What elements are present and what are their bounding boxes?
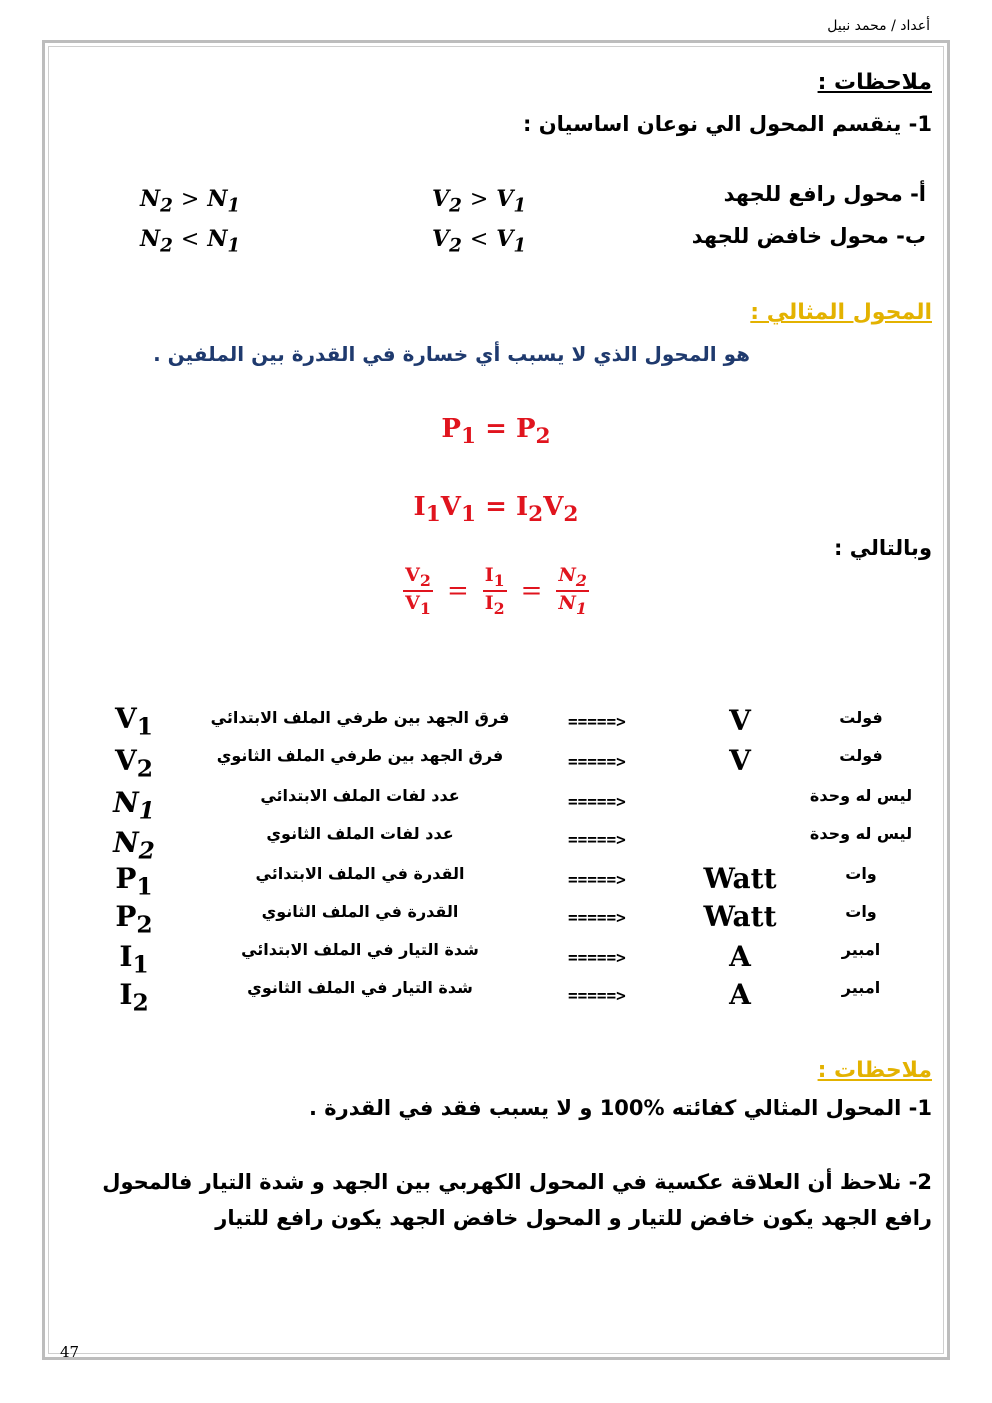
- step-down-voltage-relation: $V_2 < V_1$: [432, 226, 527, 257]
- current-voltage-equation: $I_1V_1 = I_2V_2$: [413, 492, 579, 528]
- table-row-unit-name: امبير: [841, 978, 881, 997]
- table-row-symbol: $N_2$: [113, 826, 155, 865]
- table-row-arrow: =====>: [568, 870, 626, 889]
- table-row-description: شدة التيار في الملف الثانوي: [247, 978, 473, 997]
- table-row-description: شدة التيار في الملف الابتدائي: [241, 940, 479, 959]
- turns-ratio: $\frac{N_2}{N_1}$: [558, 564, 587, 618]
- table-row-unit-name: ليس له وحدة: [809, 824, 913, 843]
- table-row-unit: V: [729, 704, 751, 737]
- page-number: 47: [60, 1343, 80, 1361]
- table-row-arrow: =====>: [568, 986, 626, 1005]
- note-inverse-relation-line2: رافع الجهد يكون خافض للتيار و المحول خافض الجهد يكون رافع للتيار: [215, 1206, 932, 1230]
- table-row-symbol: $P_1$: [115, 862, 153, 901]
- step-down-label: ب- محول خافض للجهد: [691, 224, 926, 248]
- table-row-unit: A: [729, 978, 751, 1011]
- table-row-symbol: $P_2$: [115, 900, 153, 939]
- therefore-label: وبالتالي :: [833, 536, 932, 560]
- table-row-unit-name: ليس له وحدة: [809, 786, 913, 805]
- table-row-description: عدد لفات الملف الثانوي: [266, 824, 454, 843]
- voltage-ratio: $\frac{V_2}{V_1}$: [405, 564, 431, 618]
- table-row-description: فرق الجهد بين طرفي الملف الابتدائي: [210, 708, 510, 727]
- current-ratio: $\frac{I_1}{I_2}$: [484, 564, 505, 618]
- ratio-eq-sign-2: =: [520, 575, 543, 606]
- table-row-symbol: $I_1$: [119, 940, 149, 979]
- step-up-turns-relation: $N_2 > N_1$: [140, 186, 241, 217]
- table-row-description: القدرة في الملف الابتدائي: [255, 864, 465, 883]
- notes-heading: ملاحظات :: [817, 70, 932, 95]
- notes-heading-2: ملاحظات :: [817, 1058, 932, 1083]
- table-row-arrow: =====>: [568, 830, 626, 849]
- table-row-description: فرق الجهد بين طرفي الملف الثانوي: [216, 746, 504, 765]
- table-row-unit-name: فولت: [839, 708, 883, 727]
- step-down-turns-relation: $N_2 < N_1$: [140, 226, 241, 257]
- author-header: أعداد / محمد نبيل: [827, 18, 930, 34]
- ideal-transformer-heading: المحول المثالي :: [750, 300, 932, 325]
- ratio-equation: $\frac{V_2}{V_1}$ = $\frac{I_1}{I_2}$ = $\frac{N_2}{N_1}$: [405, 564, 587, 618]
- table-row-unit-name: وات: [845, 864, 877, 883]
- table-row-unit-name: امبير: [841, 940, 881, 959]
- note-inverse-relation-line1: 2- نلاحظ أن العلاقة عكسية في المحول الكهربي بين الجهد و شدة التيار فالمحول: [102, 1170, 932, 1194]
- table-row-symbol: $V_2$: [115, 744, 153, 783]
- table-row-unit-name: وات: [845, 902, 877, 921]
- table-row-unit: Watt: [703, 900, 777, 933]
- step-up-label: أ- محول رافع للجهد: [723, 182, 926, 206]
- table-row-arrow: =====>: [568, 752, 626, 771]
- table-row-symbol: $I_2$: [119, 978, 149, 1017]
- ideal-transformer-definition: هو المحول الذي لا يسبب أي خسارة في القدرة بين الملفين .: [153, 342, 750, 366]
- table-row-description: عدد لفات الملف الابتدائي: [260, 786, 460, 805]
- table-row-unit: V: [729, 744, 751, 777]
- table-row-symbol: $V_1$: [115, 702, 153, 741]
- transformer-types-intro: 1- ينقسم المحول الي نوعان اساسيان :: [522, 112, 932, 136]
- table-row-description: القدرة في الملف الثانوي: [261, 902, 459, 921]
- table-row-arrow: =====>: [568, 948, 626, 967]
- table-row-arrow: =====>: [568, 712, 626, 731]
- table-row-unit: Watt: [703, 862, 777, 895]
- step-up-voltage-relation: $V_2 > V_1$: [432, 186, 527, 217]
- note-efficiency: 1- المحول المثالي كفائته %100 و لا يسبب فقد في القدرة .: [308, 1096, 932, 1120]
- table-row-unit-name: فولت: [839, 746, 883, 765]
- table-row-arrow: =====>: [568, 908, 626, 927]
- table-row-unit: A: [729, 940, 751, 973]
- table-row-symbol: $N_1$: [113, 786, 155, 825]
- table-row-arrow: =====>: [568, 792, 626, 811]
- power-equation: $P_1 = P_2$: [441, 414, 551, 450]
